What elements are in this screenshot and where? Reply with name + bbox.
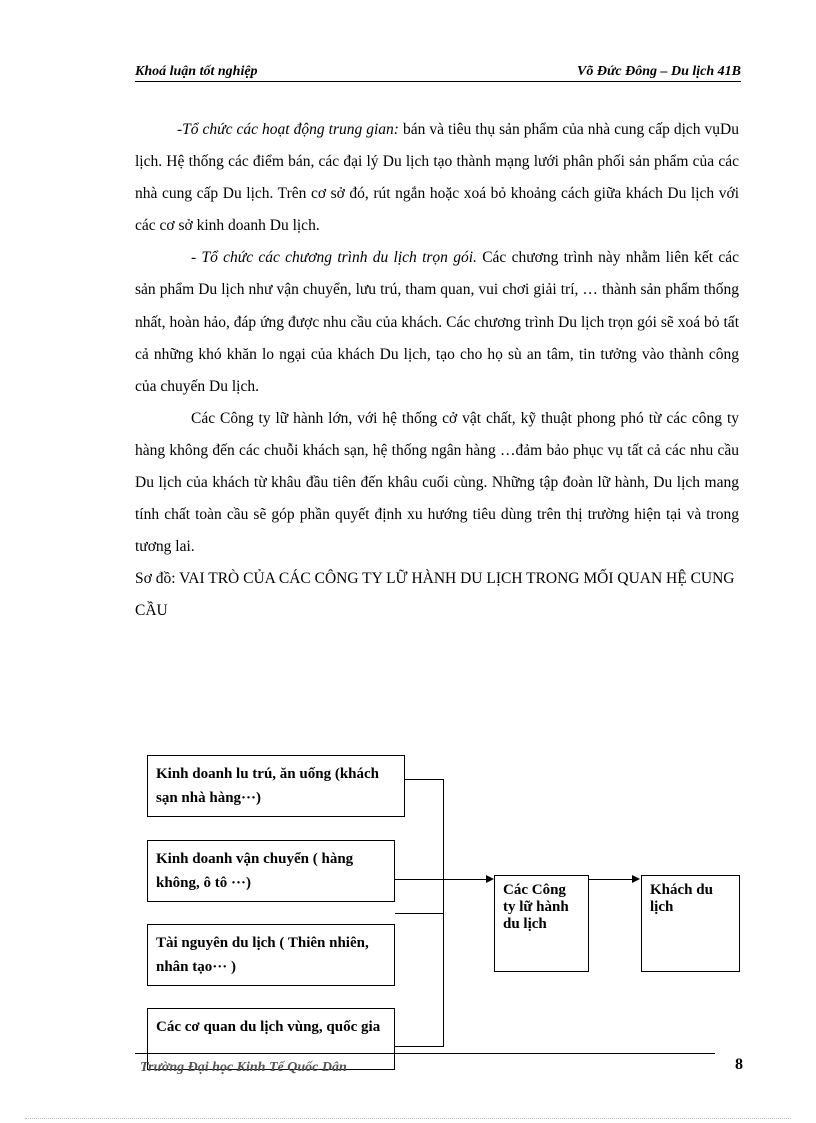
footer-text: Trường Đại học Kinh Tế Quốc Dân: [140, 1060, 347, 1075]
paragraph-2-text: Các chương trình này nhằm liên kết các sản phẩm Du lịch như vận chuyển, lưu trú, tham quan, vui chơi giải trí, … thành sản phẩm thống nhất, hoàn hảo, đáp ứng được nhu cầu của khách. Các chương trình Du lịch trọn gói sẽ xoá bỏ tất cả những khó khăn lo ngại của khách Du lịch, tạo cho họ sù an tâm, tin tưởng vào thành công của chuyến Du lịch.: [135, 249, 739, 395]
paragraph-3: Các Công ty lữ hành lớn, với hệ thống cở vật chất, kỹ thuật phong phó từ các công ty hàng không đến các chuỗi khách sạn, hệ thống ngân hàng …đảm bảo phục vụ tất cả các nhu cầu Du lịch của khách từ khâu đầu tiên đến khâu cuối cùng. Những tập đoàn lữ hành, Du lịch mang tính chất toàn cầu sẽ góp phần quyết định xu hướng tiêu dùng trên thị trường hiện tại và trong tương lai.: [135, 409, 739, 556]
connector-3: [395, 913, 444, 914]
box-accommodation: Kinh doanh lu trú, ăn uống (khách sạn nhà hàng···): [147, 755, 405, 817]
header-right: Võ Đức Đông – Du lịch 41B: [577, 64, 741, 79]
arrow-head-center: [486, 875, 494, 883]
box-resources: Tài nguyên du lịch ( Thiên nhiên, nhân tạo··· ): [147, 924, 395, 986]
header-left: Khoá luận tốt nghiệp: [135, 64, 258, 79]
footer-rule: [135, 1053, 715, 1054]
arrow-head-tourist: [632, 875, 640, 883]
body-text: [135, 114, 739, 628]
box-travel-company: Các Công ty lữ hành du lịch: [494, 875, 589, 972]
paragraph-1: [135, 114, 739, 242]
paragraph-2-heading: - Tổ chức các chương trình du lịch trọn gói.: [191, 249, 477, 267]
paragraph-2: [135, 242, 739, 402]
connector-4: [395, 1046, 444, 1047]
box-transport: Kinh doanh vận chuyển ( hàng không, ô tô ···): [147, 840, 395, 902]
header-rule: [135, 81, 741, 82]
box-tourist: Khách du lịch: [641, 875, 740, 972]
paragraph-1-heading: -Tổ chức các hoạt động trung gian:: [177, 121, 399, 138]
page-number: 8: [735, 1056, 743, 1073]
diagram-title: Sơ đồ: VAI TRÒ CỦA CÁC CÔNG TY LỮ HÀNH DU LỊCH TRONG MỐI QUAN HỆ CUNG CẦU: [135, 570, 735, 620]
box-agencies: Các cơ quan du lịch vùng, quốc gia: [147, 1008, 395, 1070]
paragraph-1-text: bán và tiêu thụ sản phẩm của nhà cung cấp dịch vụDu lịch. Hệ thống các điểm bán, các đại lý Du lịch tạo thành mạng lưới phân phối sản phẩm của các nhà cung cấp Du lịch. Trên cơ sở đó, rút ngắn hoặc xoá bỏ khoảng cách giữa khách Du lịch với các cơ sở kinh doanh Du lịch.: [135, 121, 739, 235]
connector-1: [405, 779, 444, 780]
arrow-to-center-line: [395, 879, 486, 880]
page-edge: [25, 1118, 791, 1119]
arrow-to-tourist-line: [589, 879, 632, 880]
vertical-bus: [443, 779, 444, 1047]
